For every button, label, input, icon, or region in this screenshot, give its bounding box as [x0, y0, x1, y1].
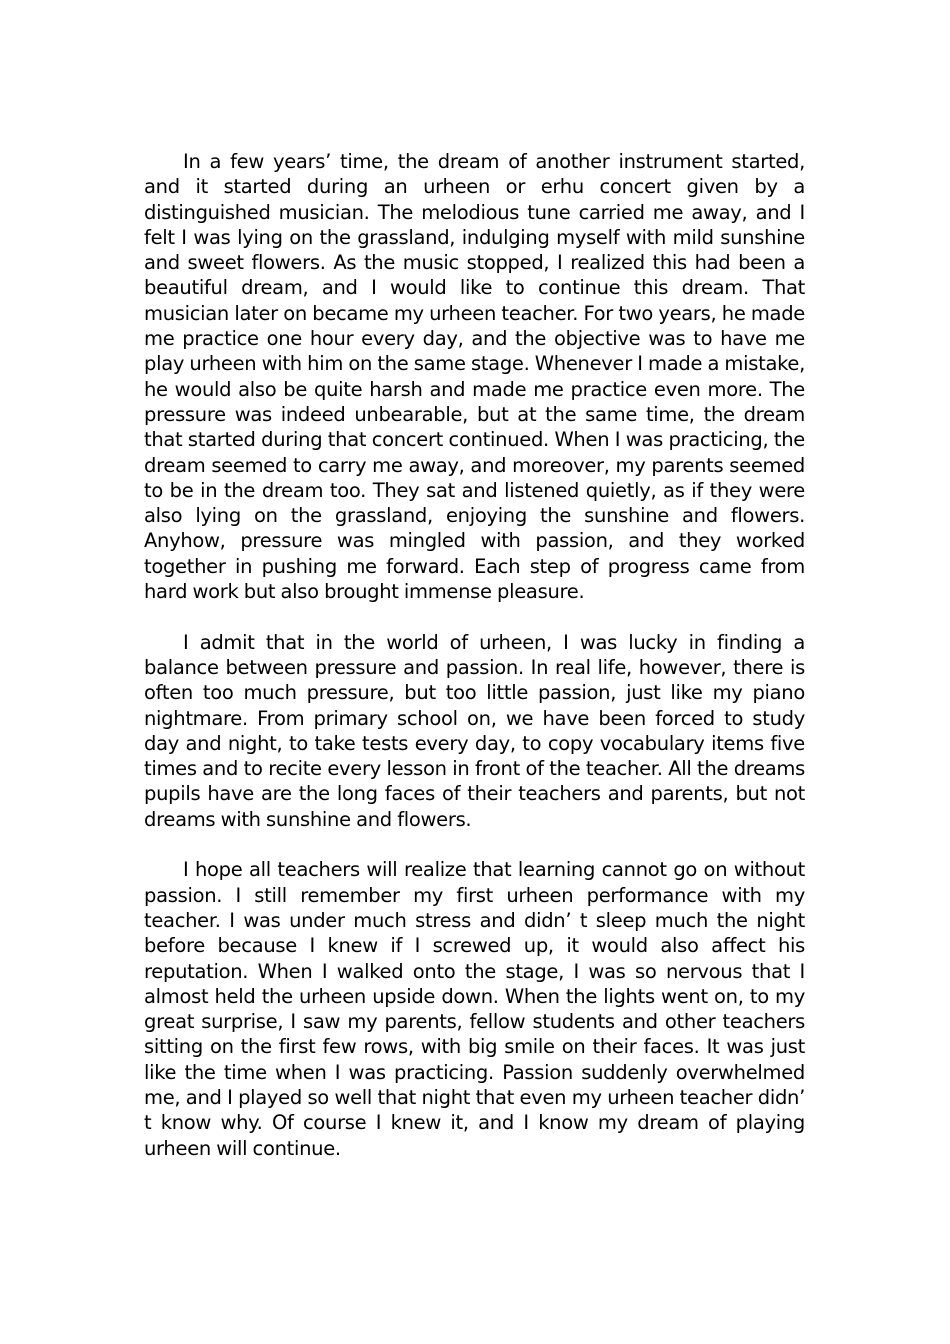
paragraph-1: In a few years’ time, the dream of another instrument started, and it started during an urheen or erhu concert given by a distinguished musician. The melodious tune carried me away, and I felt I was lying on the grassland, indulging myself with mild sunshine and sweet flowers. As the music stopped, I realized this had been a beautiful dream, and I would like to continue this dream. That musician later on became my urheen teacher. For two years, he made me practice one hour every day, and the objective was to have me play urheen with him on the same stage. Whenever I made a mistake, he would also be quite harsh and made me practice even more. The pressure was indeed unbearable, but at the same time, the dream that started during that concert continued. When I was practicing, the dream seemed to carry me away, and moreover, my parents seemed to be in the dream too. They sat and listened quietly, as if they were also lying on the grassland, enjoying the sunshine and flowers. Anyhow, pressure was mingled with passion, and they worked together in pushing me forward. Each step of progress came from hard work but also brought immense pleasure.: [144, 150, 805, 604]
paragraph-2: I admit that in the world of urheen, I was lucky in finding a balance between pressure and passion. In real life, however, there is often too much pressure, but too little passion, just like my piano nightmare. From primary school on, we have been forced to study day and night, to take tests every day, to copy vocabulary items five times and to recite every lesson in front of the teacher. All the dreams pupils have are the long faces of their teachers and parents, but not dreams with sunshine and flowers.: [144, 630, 805, 831]
paragraph-3: I hope all teachers will realize that learning cannot go on without passion. I still remember my first urheen performance with my teacher. I was under much stress and didn’ t sleep much the night before because I knew if I screwed up, it would also affect his reputation. When I walked onto the stage, I was so nervous that I almost held the urheen upside down. When the lights went on, to my great surprise, I saw my parents, fellow students and other teachers sitting on the first few rows, with big smile on their faces. It was just like the time when I was practicing. Passion suddenly overwhelmed me, and I played so well that night that even my urheen teacher didn’ t know why. Of course I knew it, and I know my dream of playing urheen will continue.: [144, 858, 805, 1160]
document-body: [144, 149, 805, 1161]
